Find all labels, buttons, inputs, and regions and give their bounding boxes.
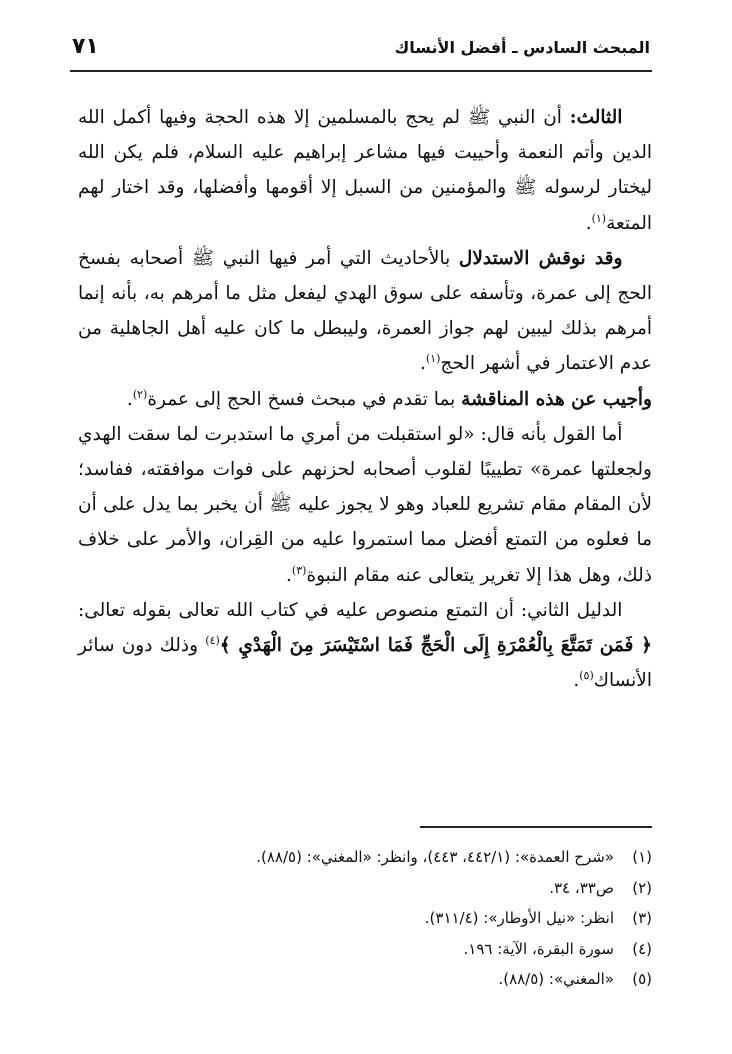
paragraph-response [78,382,652,417]
header-rule [70,70,652,72]
footnote-item [80,873,652,904]
paragraph-text: أن النبي ﷺ لم يحج بالمسلمين إلا هذه الحجة وفيها أكمل الله الدين وأتم النعمة وأحييت فيها مشاعر إبراهيم عليه السلام، فلم يكن الله ليختار لرسوله ﷺ والمؤمنين من السبل إلا أقومها وأفضلها، وقد اختار لهم المتعة [78,107,652,234]
running-head: المبحث السادس ـ أفضل الأنساك [394,38,650,57]
paragraph-text: وذلك دون سائر الأنساك [78,635,652,692]
footnote-ref[interactable]: (٣) [291,563,307,577]
paragraph-lead: وقد نوقش الاستدلال [458,247,623,269]
footnotes [80,842,652,995]
footnote-number: (٥) [632,970,652,988]
footnote-text: ص٣٣، ٣٤. [549,878,614,897]
footnote-text: «شرح العمدة»: (٤٤٢/١، ٤٤٣)، وانظر: «المغني»: (٨٨/٥). [256,848,614,866]
paragraph-end: . [286,564,292,586]
page-number: ٧١ [72,34,99,59]
footnote-text: «المغني»: (٨٨/٥). [498,970,614,988]
footnote-item [80,903,652,934]
footnote-separator [420,826,652,828]
paragraph-lead: وأجيب عن هذه المناقشة [461,388,652,410]
footnote-item [80,934,652,965]
footnote-number: (٤) [632,939,652,958]
footnote-text: سورة البقرة، الآية: ١٩٦. [463,939,614,958]
footnote-number: (١) [632,848,652,866]
footnote-ref[interactable]: (٤) [205,633,220,647]
main-text [78,100,652,698]
paragraph-end: . [419,353,426,375]
paragraph-end: . [126,388,133,410]
quran-verse: ﴿ فَمَن تَمَتَّعَ بِالْعُمْرَةِ إِلَى الْحَجِّ فَمَا اسْتَيْسَرَ مِنَ الْهَدْيِ ﴾ [219,635,653,657]
footnote-item [80,842,652,873]
paragraph-second-evidence [78,593,652,699]
page-header [70,30,652,74]
footnote-text: انظر: «نيل الأوطار»: (٣١١/٤). [424,909,614,927]
footnote-number: (٣) [632,909,652,927]
paragraph-objection [78,241,652,382]
paragraph-end: . [573,670,580,692]
footnote-ref[interactable]: (٢) [132,387,148,401]
footnote-ref[interactable]: (١) [591,211,607,225]
footnote-ref[interactable]: (٥) [579,669,594,683]
paragraph-end: . [585,212,592,234]
paragraph-text: الدليل الثاني: أن التمتع منصوص عليه في كتاب الله تعالى بقوله تعالى: [78,599,623,621]
footnote-number: (٢) [632,878,652,897]
paragraph-third-evidence [78,100,652,241]
paragraph-text: بالأحاديث التي أمر فيها النبي ﷺ أصحابه بفسخ الحج إلى عمرة، وتأسفه على سوق الهدي ليفعل مثل ما أمرهم به، بأنه إنما أمرهم بذلك ليبين لهم جواز العمرة، وليبطل ما كان عليه أهل الجاهلية من عدم الاعتمار في أشهر الحج [78,247,652,375]
footnote-item [80,964,652,995]
footnote-ref[interactable]: (١) [425,352,441,366]
paragraph-lead: الثالث: [569,107,623,128]
paragraph-rebuttal [78,417,652,593]
paragraph-text: أما القول بأنه قال: «لو استقبلت من أمري ما استدبرت لما سقت الهدي ولجعلتها عمرة» تطييبًا لقلوب أصحابه لحزنهم على فوات موافقته، ففاسد؛ لأن المقام مقام تشريع للعباد وهو لا يجوز عليه ﷺ أن يخبر بما يدل على أن ما فعلوه من التمتع أفضل مما استمروا عليه من القِران، والأمر على خلاف ذلك، وهل هذا إلا تغرير يتعالى عنه مقام النبوة [78,423,652,586]
paragraph-text: بما تقدم في مبحث فسخ الحج إلى عمرة [147,388,462,410]
